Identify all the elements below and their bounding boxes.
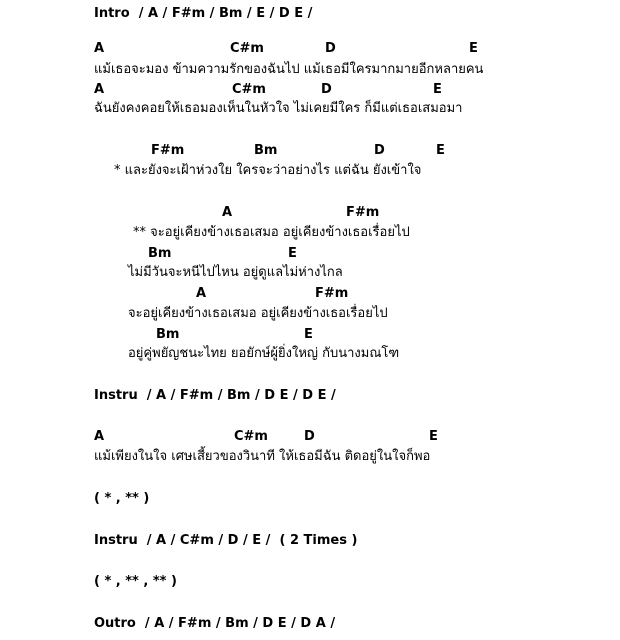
chord: E (436, 143, 445, 158)
chord: E (429, 429, 438, 444)
chord: E (304, 327, 313, 342)
chord: A (196, 286, 207, 301)
chord: E (469, 41, 478, 56)
lyric-line: จะอยู่เคียงข้างเธอเสมอ อยู่เคียงข้างเธอเรื่อยไป (128, 306, 388, 321)
chord: Bm (148, 246, 172, 261)
chord: D (304, 429, 315, 444)
chord: Bm (156, 327, 180, 342)
chord: F#m (151, 143, 185, 158)
lyric-line: ฉันยังคงคอยให้เธอมองเห็นในหัวใจ ไม่เคยมีใคร ก็มีแต่เธอเสมอมา (94, 101, 463, 116)
chord: C#m (234, 429, 268, 444)
chord: Bm (254, 143, 278, 158)
lyric-line: แม้เธอจะมอง ข้ามความรักของฉันไป แม้เธอมีใครมากมายอีกหลายคน (94, 62, 484, 77)
repeat-marker: ( * , ** , ** ) (94, 574, 177, 589)
chord: A (94, 41, 105, 56)
chord: C#m (232, 82, 266, 97)
chord: D (325, 41, 336, 56)
chord: A (94, 82, 105, 97)
chord: F#m (346, 205, 380, 220)
lyric-line: อยู่คู่พยัญชนะไทย ยอยักษ์ผู้ยิ่งใหญ่ กับนางมณโฑ (128, 346, 400, 361)
chord: E (433, 82, 442, 97)
chord: E (288, 246, 297, 261)
chord: A (222, 205, 233, 220)
chord: D (321, 82, 332, 97)
instrumental-line: Instru / A / C#m / D / E / ( 2 Times ) (94, 533, 358, 548)
lyric-line: ** จะอยู่เคียงข้างเธอเสมอ อยู่เคียงข้างเธอเรื่อยไป (133, 225, 410, 240)
chord: D (374, 143, 385, 158)
instrumental-line: Instru / A / F#m / Bm / D E / D E / (94, 388, 336, 403)
intro-line: Intro / A / F#m / Bm / E / D E / (94, 6, 313, 21)
repeat-marker: ( * , ** ) (94, 491, 150, 506)
chord: A (94, 429, 105, 444)
lyric-line: * และยังจะเฝ้าห่วงใย ใครจะว่าอย่างไร แต่ฉัน ยังเข้าใจ (114, 163, 422, 178)
lyric-line: แม้เพียงในใจ เศษเสี้ยวของวินาที ให้เธอมีฉัน ติดอยู่ในใจก็พอ (94, 449, 431, 464)
chord: F#m (315, 286, 349, 301)
outro-line: Outro / A / F#m / Bm / D E / D A / (94, 616, 336, 631)
lyric-line: ไม่มีวันจะหนีไปไหน อยู่ดูแลไม่ห่างไกล (128, 265, 343, 280)
chord: C#m (230, 41, 264, 56)
